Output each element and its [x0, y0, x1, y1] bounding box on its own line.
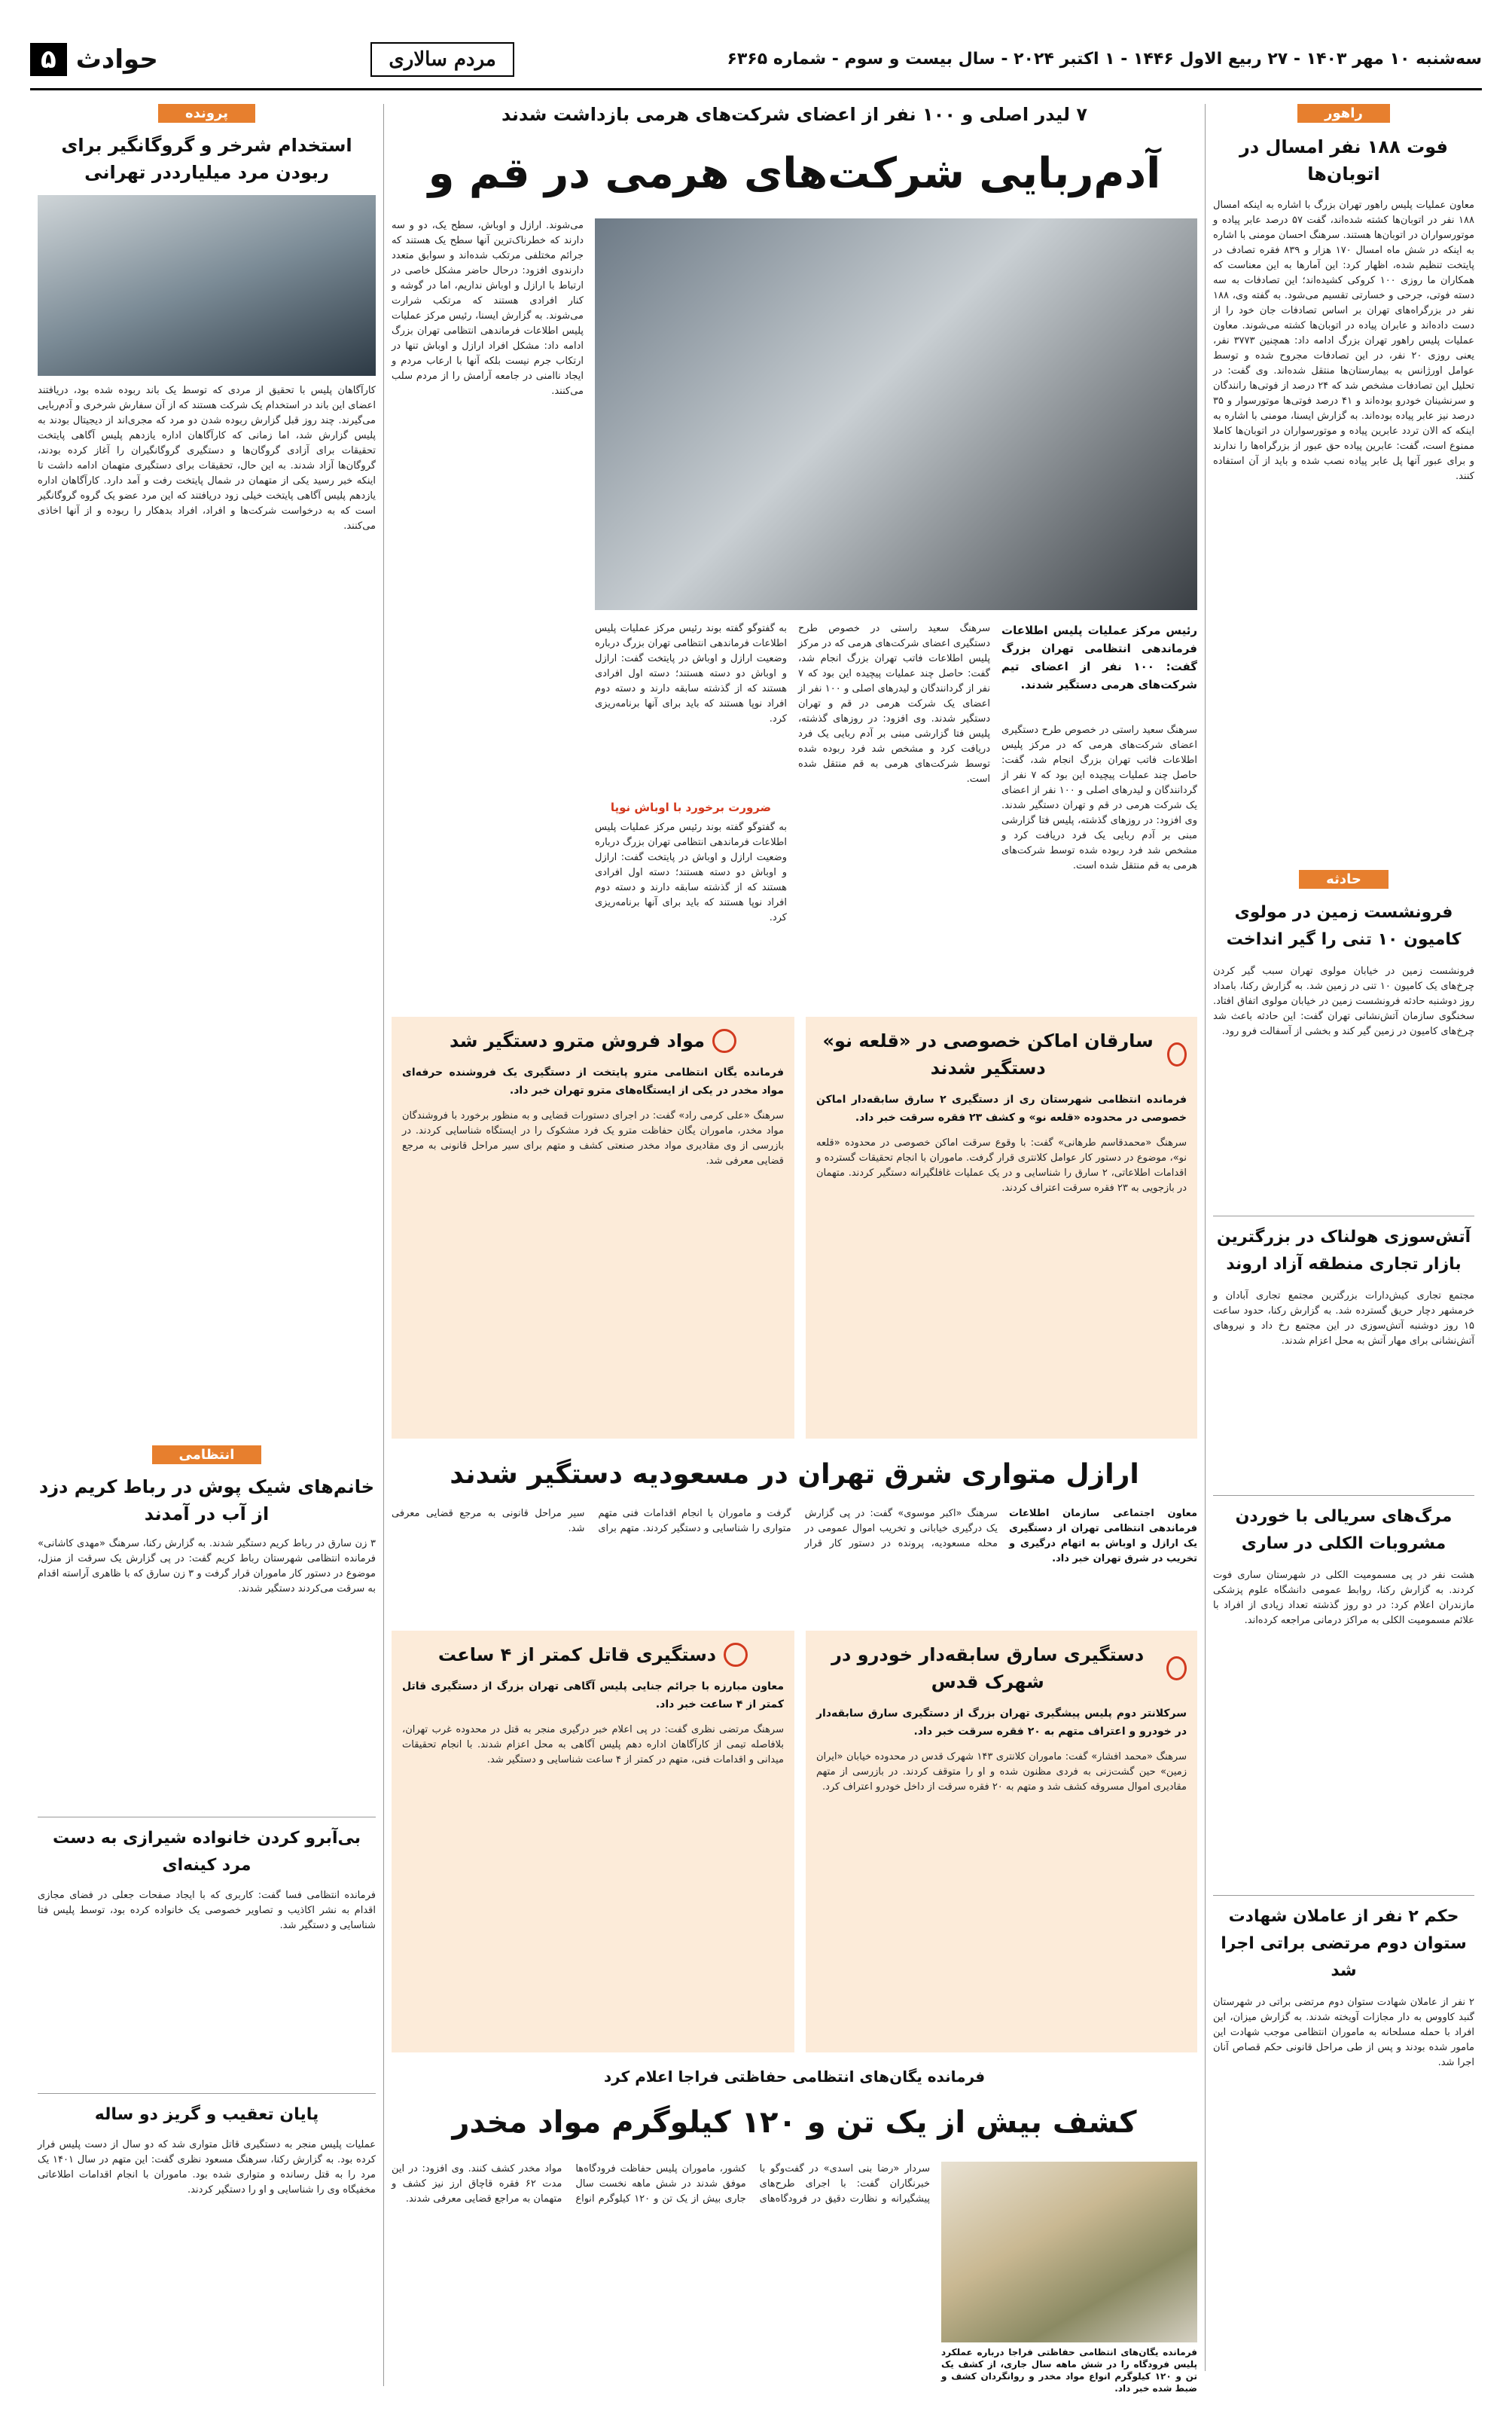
main-side-column: می‌شوند. ارازل و اوباش، سطح یک، دو و سه دارند که خطرناک‌ترین آنها سطح یک هستند که جرائم مختلفی مرتکب شده‌اند و سوابق متعدد دارندوی افزود: درحال حاضر مشکل خاصی در ارتباط با ارازل و اوباش نداریم، اما در گوشه و کنار افرادی هستند که مرتکب شرارت می‌شوند. به گزارش ایسنا، رئیس مرکز عملیات پلیس اطلاعات فرماندهی انتظامی تهران بزرگ ادامه داد: مشکل افراد ارازل و اوباش تنها در ارتکاب جرم نیست بلکه آنها با ارعاب مردم و ایجاد ناامنی در جامعه آرامش را از مردم سلب می‌کنند.: [392, 220, 584, 397]
article-chase: عملیات پلیس منجر به دستگیری قاتل متواری شد که دو سال از دست پلیس فرار کرده بود. به گزارش رکنا، سرهنگ مسعود نظری گفت: این متهم در سال ۱۴۰۱ یک مرد را به قتل رسانده و متواری شده بود. ماموران با انجام اقدامات اطلاعاتی مخفیگاه وی را شناسایی و او را دستگیر کردند.: [38, 2139, 376, 2196]
section-title: [30, 43, 158, 76]
text-araazel: سرهنگ «اکبر موسوی» گفت: در پی گزارش یک درگیری خیابانی و تخریب اموال عمومی در محله مسعودیه، پرونده در دستور کار قرار گرفت و ماموران با انجام اقدامات فنی متهم متواری را شناسایی و دستگیر کردند. متهم برای سیر مراحل قانونی به مرجع قضایی معرفی شد.: [392, 1508, 998, 1549]
main-body-3: به گفتوگو گفته بوند رئیس مرکز عملیات پلیس اطلاعات فرماندهی انتظامی تهران بزرگ درباره وضعیت ارازل و اوباش در پایتخت گفت: ارازل و اوباش دو دسته هستند؛ دسته اول افرادی هستند که از گذشته سابقه دارند و دسته دوم افراد نوپا هستند که باید برای آنها برنامه‌ریزی کرد.: [595, 623, 787, 725]
main-body-3-wrap: [595, 621, 787, 1006]
suspects-feet-photo: [38, 195, 376, 376]
headline-kidnap[interactable]: استخدام شرخر و گروگانگیر برای ربودن مرد میلیارددر تهرانی: [61, 135, 352, 183]
headline-fatalities[interactable]: فوت ۱۸۸ نفر امسال در اتوبان‌ها: [1239, 136, 1448, 185]
newspaper-logo[interactable]: مردم سالاری: [370, 42, 514, 77]
text-drugs: سردار «رضا بنی اسدی» در گفت‌وگو با خبرنگاران گفت: با اجرای طرح‌های پیشگیرانه و نظارت دقیق در فرودگاه‌های کشور، ماموران پلیس حفاظت فرودگاه‌ها موفق شدند در شش ماهه نخست سال جاری بیش از یک تن و ۱۲۰ کیلوگرم انواع مواد مخدر کشف کنند. وی افزود: در این مدت ۶۲ فقره قاچاق ارز نیز کشف و متهمان به مراجع قضایی معرفی شدند.: [392, 2163, 930, 2205]
main-body-2: سرهنگ سعید راستی در خصوص طرح دستگیری اعضای شرکت‌های هرمی که در مرکز پلیس اطلاعات فاتب تهران بزرگ انجام شد، گفت: حاصل چند عملیات پیچیده این بود که ۷ نفر از گردانندگان و لیدرهای اصلی و ۱۰۰ نفر از اعضای یک شرکت هرمی در قم و تهران دستگیر شدند. وی افزود: در روزهای گذشته، پلیس فتا گزارشی مبنی بر آدم ربایی یک فرد دریافت کرد و مشخص شد فرد ربوده شده توسط شرکت‌های هرمی به قم منتقل شده است.: [798, 623, 990, 785]
police-press-photo: [595, 218, 1197, 610]
lead-gheleh-no: فرمانده انتظامی شهرستان ری از دستگیری ۲ سارق سابقه‌دار اماکن خصوصی در محدوده «قلعه نو» و کشف ۲۳ فقره سرقت خبر داد.: [816, 1094, 1187, 1124]
news-marker-icon: [1166, 1656, 1187, 1680]
page-header: [30, 30, 1482, 90]
tag-entezami: انتظامی: [152, 1445, 262, 1464]
main-lead-title: رئیس مرکز عملیات پلیس اطلاعات فرماندهی انتظامی تهران بزرگ گفت: ۱۰۰ نفر از اعضای تیم شرکت‌های هرمی دستگیر شدند.: [1001, 624, 1197, 691]
headline-drugs[interactable]: کشف بیش از یک تن و ۱۲۰ کیلوگرم مواد مخدر: [452, 2105, 1137, 2140]
headline-subsidence[interactable]: فرونشست زمین در مولوی کامیون ۱۰ تنی را گیر انداخت: [1226, 903, 1462, 949]
text-gheleh-no: سرهنگ «محمدقاسم طرهانی» گفت: با وقوع سرقت اماکن خصوصی در محدوده «قلعه نو»، موضوع در دستور کار عوامل کلانتری قرار گرفت. ماموران با انجام تحقیقات گسترده و اقدامات اطلاعاتی، ۲ سارق را شناسایی و در یک عملیات غافلگیرانه دستگیر کردند. متهمان در بازجویی به ۲۳ فقره سرقت اعتراف کردند.: [816, 1137, 1187, 1194]
tag-parvandeh: پرونده: [158, 104, 255, 123]
article-kidnap: کارآگاهان پلیس با تحقیق از مردی که توسط یک باند ربوده شده بود، دریافتند اعضای این باند در استخدام یک شرکت هستند که از آن سفارش شرخری و آدم‌ربایی می‌گیرند. چند روز قبل گزارش ربوده شدن دو مرد که مجری‌اند از دیجیتال بودند به پلیس گزارش شد، اما زمانی که کارآگاهان اداره یازدهم پلیس آگاهی پایتخت تحقیقات برای آزادی گروگان‌ها و دستگیری گروگانگیران را آغاز کرده بودند، گروگان‌ها آزاد شدند. به این حال، تحقیقات برای دستگیری متهمان ادامه داشت تا اینکه خبر رسید یکی از متهمان در شمال پایتخت رفت و آمد دارد. کارآگاهان اداره یازدهم پلیس آگاهی پایتخت خیلی زود دریافتند که این مرد عضو یک گروه گروگانگیر است که به درخواست شرکت‌ها و افراد، افراد بدهکار را ربوده و از آنها اخاذی می‌کنند.: [38, 385, 376, 532]
headline-alcohol[interactable]: مرگ‌های سریالی با خوردن مشروبات الکلی در ساری: [1213, 1495, 1474, 1558]
lead-killer: معاون مبارزه با جرائم جنایی پلیس آگاهی تهران بزرگ از دستگیری قاتل کمتر از ۴ ساعت خبر داد.: [402, 1680, 784, 1711]
article-fatalities: معاون عملیات پلیس راهور تهران بزرگ با اشاره به اینکه امسال ۱۸۸ نفر در اتوبان‌ها کشته شده‌اند، گفت ۵۷ درصد عابر پیاده و موتورسواران در اتوبان‌ها هستند. سرهنگ احسان مومنی با اشاره به اینکه در شش ماه امسال ۱۷۰ هزار و ۸۳۹ فقره تصادف در پایتخت تنظیم شده، اظهار کرد: این آمارها به این معناست که همکاران ما روزی ۱۰۰ کروکی کشیده‌اند؛ این تصادفات به سه دسته فوتی، جرحی و خسارتی تقسیم می‌شود. به گفته وی، ۱۸۸ نفر در بزرگراه‌های تهران بر اساس تصادفات جان خود را از دست داده‌اند و عابران پیاده در اتوبان‌ها کشته می‌شوند. معاون عملیات پلیس راهور تهران بزرگ ادامه داد: همچنین ۳۷۷۳ نفر، یعنی روزی ۲۰ نفر، در این تصادفات مجروح شده و توسط عوامل اورژانس به بیمارستان‌ها منتقل شده‌اند. وی گفت: در تحلیل این تصادفات مشخص شد که ۲۴ درصد از فوتی‌ها رانندگان و سرنشینان خودرو بوده‌اند و ۴۱ درصد فوتی‌ها موتورسوار و ۳۵ درصد نیز عابر پیاده بوده‌اند. به گزارش ایسنا، مومنی با اشاره به اینکه که الان تردد عابرین پیاده و موتورسواران در اتوبان‌ها کاملا ممنوع است، گفت: عابرین پیاده حق عبور از بزرگراه‌ها را ندارند و برای عبور آنها پل عابر پیاده نصب شده و باید از آن استفاده کنند.: [1213, 200, 1475, 482]
box-gheleh-no: [806, 1017, 1197, 1439]
box-killer: [392, 1631, 794, 2052]
article-alcohol: هشت نفر در پی مسمومیت الکلی در شهرستان ساری فوت کردند. به گزارش رکنا، روابط عمومی دانشگاه علوم پزشکی مازندران اعلام کرد: در دو روز گذشته تعداد زیادی از افراد با علائم مسمومیت الکلی به مراکز درمانی مراجعه کرده‌اند.: [1213, 1570, 1474, 1626]
main-headline[interactable]: آدم‌ربایی شرکت‌های هرمی در قم و: [428, 149, 1161, 198]
box-shahrak-ghods: [806, 1631, 1197, 2052]
subhead-nowpa: ضرورت برخورد با اوباش نوپا: [610, 801, 772, 814]
headline-robat-karim[interactable]: خانم‌های شیک پوش در رباط کریم دزد از آب در آمدند: [38, 1476, 375, 1524]
page-number: ۵: [30, 43, 67, 76]
text-shahrak-ghods: سرهنگ «محمد افشار» گفت: ماموران کلانتری ۱۴۳ شهرک قدس در محدوده خیابان «ایران زمین» حین گشت‌زنی به فردی مظنون شده و او را متوقف کردند. در بازرسی از متهم مقادیری اموال مسروقه کشف شد و متهم به ۲۰ فقره سرقت از داخل خودرو اعتراف کرد.: [816, 1751, 1187, 1793]
headline-shirazi[interactable]: بی‌آبرو کردن خانواده شیرازی به دست مرد کینه‌ای: [38, 1817, 376, 1879]
headline-fire[interactable]: آتش‌سوزی هولناک در بزرگترین بازار تجاری منطقه آزاد اروند: [1213, 1216, 1474, 1278]
news-marker-icon: [724, 1643, 748, 1667]
headline-metro[interactable]: مواد فروش مترو دستگیر شد: [450, 1030, 705, 1051]
headline-shahrak-ghods[interactable]: دستگیری سارق سابقه‌دار خودرو در شهرک قدس: [831, 1644, 1145, 1692]
tag-rahvar: راهور: [1297, 104, 1390, 123]
headline-araazel[interactable]: ارازل متواری شرق تهران در مسعودیه دستگیر شدند: [450, 1459, 1139, 1490]
main-kicker: ۷ لیدر اصلی و ۱۰۰ نفر از اعضای شرکت‌های هرمی بازداشت شدند: [501, 104, 1087, 125]
left-column: [30, 104, 384, 2386]
headline-gheleh-no[interactable]: سارقان اماکن خصوصی در «قلعه نو» دستگیر شدند: [822, 1030, 1154, 1079]
lead-metro: فرمانده یگان انتظامی مترو پایتخت از دستگیری یک فروشنده حرفه‌ای مواد مخدر در یکی از ایستگاه‌های مترو تهران خبر داد.: [402, 1067, 784, 1097]
tag-accident: حادثه: [1299, 870, 1389, 889]
drugs-seizure-photo: [941, 2162, 1197, 2342]
date-line: سه‌شنبه ۱۰ مهر ۱۴۰۳ - ۲۷ ربیع الاول ۱۴۴۶ - ۱ اکتبر ۲۰۲۴ - سال بیست و سوم - شماره ۶۳۶۵: [727, 50, 1482, 69]
drugs-photo-caption: فرمانده یگان‌های انتظامی حفاظتی فراجا درباره عملکرد پلیس فرودگاه را در شش ماهه سال جاری، از کشف یک تن و ۱۲۰ کیلوگرم انواع مواد مخدر و روانگردان کشف و ضبط شده خبر داد.: [941, 2347, 1197, 2394]
main-body-4: به گفتوگو گفته بوند رئیس مرکز عملیات پلیس اطلاعات فرماندهی انتظامی تهران بزرگ درباره وضعیت ارازل و اوباش در پایتخت گفت: ارازل و اوباش دو دسته هستند؛ دسته اول افرادی هستند که از گذشته سابقه دارند و دسته دوم افراد نوپا هستند که باید برای آنها برنامه‌ریزی کرد.: [595, 822, 787, 923]
news-marker-icon: [712, 1029, 736, 1053]
lead-shahrak-ghods: سرکلانتر دوم پلیس پیشگیری تهران بزرگ از دستگیری سارق سابقه‌دار در خودرو و اعتراف متهم به ۲۰ فقره سرقت خبر داد.: [816, 1707, 1187, 1738]
headline-killer[interactable]: دستگیری قاتل کمتر از ۴ ساعت: [437, 1644, 717, 1665]
headline-execution[interactable]: حکم ۲ نفر از عاملان شهادت ستوان دوم مرتضی براتی اجرا شد: [1213, 1895, 1474, 1985]
lead-araazel: معاون اجتماعی سازمان اطلاعات فرماندهی انتظامی تهران از دستگیری یک ارازل و اوباش به اتهام درگیری و تخریب در شرق تهران خبر داد.: [1009, 1508, 1197, 1564]
right-column: [1205, 104, 1482, 2371]
article-fire: مجتمع تجاری کیش‌دارات بزرگترین مجتمع تجاری آبادان و خرمشهر دچار حریق گسترده شد. به گزارش رکنا، حدود ساعت ۱۵ روز دوشنبه آتش‌سوزی در این مجتمع رخ داد و نیروهای آتش‌نشانی برای مهار آتش به محل اعزام شدند.: [1213, 1290, 1474, 1347]
section-label: حوادث: [75, 44, 158, 75]
text-killer: سرهنگ مرتضی نظری گفت: در پی اعلام خبر درگیری منجر به قتل در محدوده غرب تهران، بلافاصله تیمی از کارآگاهان اداره دهم پلیس آگاهی به محل اعزام شدند. با انجام تحقیقات میدانی و اقدامات فنی، متهم در کمتر از ۴ ساعت شناسایی و دستگیر شد.: [402, 1724, 784, 1765]
news-marker-icon: [1167, 1042, 1187, 1067]
article-subsidence: فرونشست زمین در خیابان مولوی تهران سبب گیر کردن چرخ‌های یک کامیون ۱۰ تنی در زمین شد. به گزارش رکنا، بامداد روز دوشنبه حادثه فرونشست زمین در خیابان مولوی اتفاق افتاد. سخنگوی سازمان آتش‌نشانی تهران گفت: این حادثه باعث شد چرخ‌های کامیون در زمین گیر کند و بخشی از آسفالت فرو رود.: [1213, 966, 1475, 1037]
article-robat-karim: ۳ زن سارق در رباط کریم دستگیر شدند. به گزارش رکنا، سرهنگ «مهدی کاشانی» فرمانده انتظامی شهرستان رباط کریم گفت: در پی گزارش یک سرقت از منزل، موضوع در دستور کار ماموران قرار گرفت و ۳ زن سارق که با ظاهری آراسته اقدام به سرقت می‌کردند دستگیر شدند.: [38, 1538, 376, 1595]
main-lead-text: سرهنگ سعید راستی در خصوص طرح دستگیری اعضای شرکت‌های هرمی که در مرکز پلیس اطلاعات فاتب تهران بزرگ انجام شد، گفت: حاصل چند عملیات پیچیده این بود که ۷ نفر از گردانندگان و لیدرهای اصلی و ۱۰۰ نفر از اعضای یک شرکت هرمی در قم و تهران دستگیر شدند. وی افزود: در روزهای گذشته، پلیس فتا گزارشی مبنی بر آدم ربایی یک فرد دریافت کرد و مشخص شد فرد ربوده شده توسط شرکت‌های هرمی به قم منتقل شده است.: [1001, 725, 1197, 871]
article-shirazi: فرمانده انتظامی فسا گفت: کاربری که با ایجاد صفحات جعلی در فضای مجازی اقدام به نشر اکاذیب و تصاویر خصوصی یک خانواده کرده بود، توسط پلیس فتا شناسایی و دستگیر شد.: [38, 1890, 376, 1931]
article-execution: ۲ نفر از عاملان شهادت ستوان دوم مرتضی براتی در شهرستان گنبد کاووس به دار مجازات آویخته شدند. به گزارش میزان، این افراد با حمله مسلحانه به ماموران انتظامی موجب شهادت این مامور شده بودند و پس از طی مراحل قانونی حکم قصاص آنان اجرا شد.: [1213, 1997, 1474, 2068]
text-metro: سرهنگ «علی کرمی راد» گفت: در اجرای دستورات قضایی و به منظور برخورد با فروشندگان مواد مخدر، ماموران یگان حفاظت مترو یک فرد مشکوک را در ایستگاه شناسایی کردند. در بازرسی از وی مقادیری مواد مخدر صنعتی کشف و متهم برای سیر مراحل قانونی به مرجع قضایی معرفی شد.: [402, 1110, 784, 1167]
kicker-drugs: فرمانده یگان‌های انتظامی حفاظتی فراجا اعلام کرد: [603, 2068, 986, 2086]
box-metro: [392, 1017, 794, 1439]
headline-chase[interactable]: پایان تعقیب و گریز دو ساله: [38, 2093, 376, 2129]
